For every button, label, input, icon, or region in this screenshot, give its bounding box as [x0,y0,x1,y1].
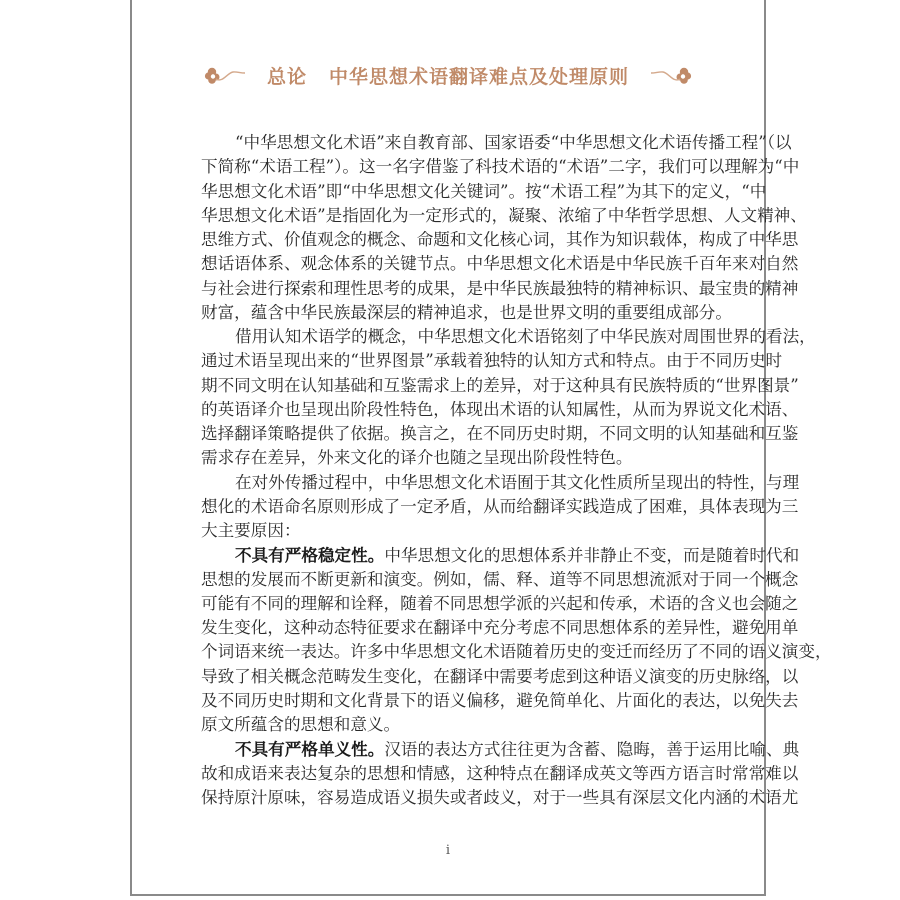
text-line: 财富，蕴含中华民族最深层的精神追求，也是世界文明的重要组成部分。 [201,302,732,322]
body-text [201,131,832,810]
text-run: 中华思想文化的思想体系并非静止不变，而是随着时代和 [384,546,800,566]
text-line: 在对外传播过程中，中华思想文化术语囿于其文化性质所呈现出的特性，与理 [235,472,800,492]
cloud-scroll-ornament-left-icon [203,63,247,87]
chapter-heading [132,60,764,90]
text-line: 发生变化，这种动态特征要求在翻译中充分考虑不同思想体系的差异性，避免用单 [201,618,799,637]
text-line: 华思想文化术语”是指固化为一定形式的，凝聚、浓缩了中华哲学思想、人文精神、 [201,205,807,225]
text-line: 想话语体系、观念体系的关键节点。中华思想文化术语是中华民族千百年来对自然 [201,254,799,274]
text-run: 汉语的表达方式往往更为含蓄、隐晦，善于运用比喻、典 [384,740,800,760]
text-line: 保持原汁原味，容易造成语义损失或者歧义，对于一些具有深层文化内涵的术语尤 [201,787,799,807]
chapter-title [267,62,629,89]
text-line: 故和成语来表达复杂的思想和情感，这种特点在翻译成英文等西方语言时常常难以 [201,763,799,783]
text-line: 期不同文明在认知基础和互鉴需求上的差异，对于这种具有民族特质的“世界图景” [201,375,799,395]
text-line: 华思想文化术语”即“中华思想文化关键词”。按“术语工程”为其下的定义，“中 [201,181,767,201]
text-line: 思维方式、价值观念的概念、命题和文化核心词，其作为知识载体，构成了中华思 [201,230,799,249]
text-line: 思想的发展而不断更新和演变。例如，儒、释、道等不同思想流派对于同一个概念 [201,569,799,589]
text-line: 借用认知术语学的概念，中华思想文化术语铭刻了中华民族对周围世界的看法， [235,327,816,346]
paragraph [201,325,816,471]
text-line: 想化的术语命名原则形成了一定矛盾，从而给翻译实践造成了困难，具体表现为三 [201,496,799,516]
bold-lead: 不具有严格稳定性。 [235,545,385,566]
text-line: 大主要原因： [201,521,301,540]
paragraph [201,131,807,325]
text-line: 可能有不同的理解和诠释，随着不同思想学派的兴起和传承，术语的含义也会随之 [201,593,799,613]
text-line: 导致了相关概念范畴发生变化，在翻译中需要考虑到这种语义演变的历史脉络，以 [201,666,799,686]
text-line: 个词语来统一表达。许多中华思想文化术语随着历史的变迁而经历了不同的语义演变， [201,642,832,662]
text-line [201,737,800,761]
paragraph [201,543,832,737]
text-line: 需求存在差异，外来文化的译介也随之呈现出阶段性特色。 [201,448,633,468]
cloud-scroll-ornament-right-icon [649,63,693,87]
paragraph [201,471,800,544]
chapter-title-prefix: 总论 [266,65,307,88]
text-line: 的英语译介也呈现出阶段性特色，体现出术语的认知属性，从而为界说文化术语、 [201,399,799,419]
text-line: 通过术语呈现出来的“世界图景”承载着独特的认知方式和特点。由于不同历史时 [201,351,783,371]
text-line: 与社会进行探索和理性思考的成果，是中华民族最独特的精神标识、最宝贵的精神 [201,278,799,298]
text-line: 原文所蕴含的思想和意义。 [201,715,401,734]
paragraph [201,737,800,810]
text-line: 及不同历史时期和文化背景下的语义偏移，避免简单化、片面化的表达，以免失去 [201,690,799,710]
text-line [201,543,800,567]
text-line: “中华思想文化术语”来自教育部、国家语委“中华思想文化术语传播工程”（以 [235,133,792,152]
text-line: 选择翻译策略提供了依据。换言之，在不同历史时期，不同文明的认知基础和互鉴 [201,424,799,443]
chapter-title-main: 中华思想术语翻译难点及处理原则 [329,65,630,88]
page-number: i [445,843,451,858]
text-line: 下简称“术语工程”）。这一名字借鉴了科技术语的“术语”二字，我们可以理解为“中 [201,157,800,177]
bold-lead: 不具有严格单义性。 [235,739,385,760]
book-page [130,0,832,896]
